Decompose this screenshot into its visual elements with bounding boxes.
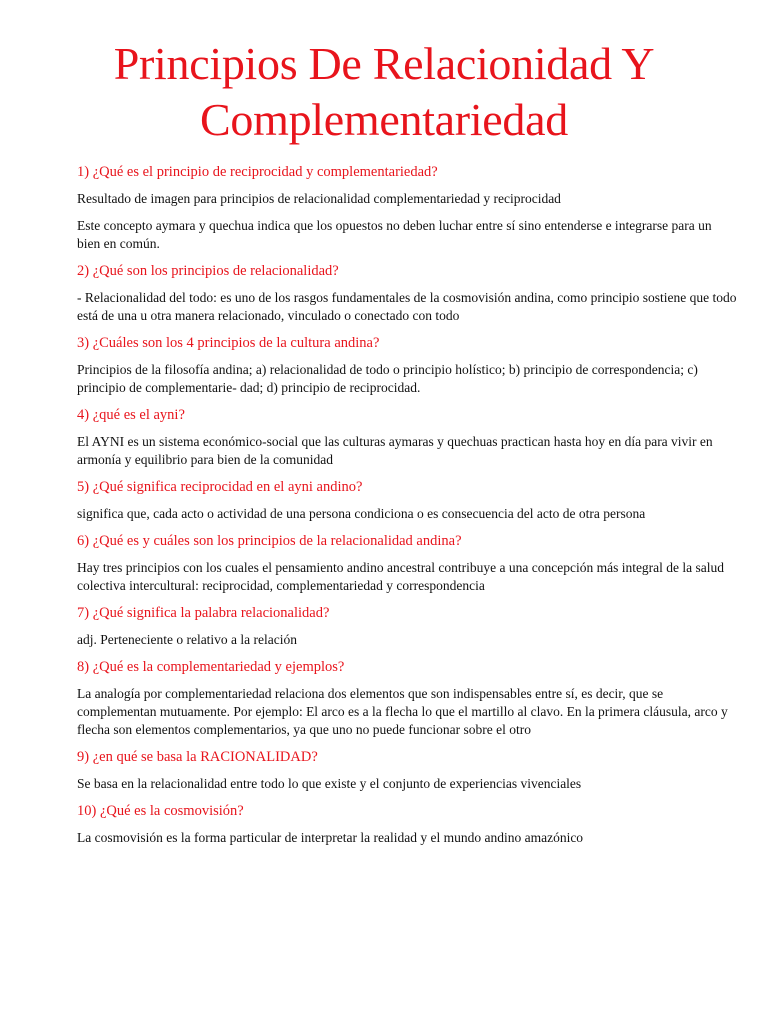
qa-item [77, 334, 737, 397]
question-1: 1) ¿Qué es el principio de reciprocidad y complementariedad? [77, 164, 438, 180]
document-title: Principios De Relacionidad Y Complementariedad [113, 38, 655, 145]
question-7: 7) ¿Qué significa la palabra relacionalidad? [77, 605, 330, 621]
answer-8: La analogía por complementariedad relaciona dos elementos que son indispensables entre sí, es decir, que se complementan mutuamente. Por ejemplo: El arco es a la flecha lo que el martillo al clavo. En la primera cláusula, arco y flecha son elementos complementarios, ya que uno no puede funcionar sobre el otro [77, 686, 728, 737]
qa-item [77, 406, 737, 469]
answer-4: El AYNI es un sistema económico-social que las culturas aymaras y quechuas practican hasta hoy en día para vivir en armonía y equilibrio para bien de la comunidad [77, 434, 713, 467]
question-5: 5) ¿Qué significa reciprocidad en el ayni andino? [77, 479, 363, 495]
answer-10: La cosmovisión es la forma particular de interpretar la realidad y el mundo andino amazónico [77, 830, 584, 845]
question-4: 4) ¿qué es el ayni? [77, 407, 185, 423]
answer-1a: Resultado de imagen para principios de relacionalidad complementariedad y reciprocidad [77, 191, 561, 206]
qa-item [77, 802, 737, 847]
question-6: 6) ¿Qué es y cuáles son los principios de la relacionalidad andina? [77, 533, 462, 549]
qa-item [77, 262, 737, 325]
qa-item [77, 748, 737, 793]
question-3: 3) ¿Cuáles son los 4 principios de la cultura andina? [77, 335, 380, 351]
question-2: 2) ¿Qué son los principios de relacionalidad? [77, 263, 339, 279]
answer-9: Se basa en la relacionalidad entre todo lo que existe y el conjunto de experiencias vivenciales [77, 776, 582, 791]
answer-1b: Este concepto aymara y quechua indica que los opuestos no deben luchar entre sí sino entenderse e integrarse para un bien en común. [77, 218, 712, 251]
qa-list [77, 163, 737, 856]
answer-6: Hay tres principios con los cuales el pensamiento andino ancestral contribuye a una concepción más integral de la salud colectiva intercultural: reciprocidad, complementariedad y correspondencia [77, 560, 725, 593]
qa-item [77, 163, 737, 253]
answer-7: adj. Perteneciente o relativo a la relación [77, 632, 298, 647]
qa-item [77, 478, 737, 523]
qa-item [77, 604, 737, 649]
question-8: 8) ¿Qué es la complementariedad y ejemplos? [77, 659, 345, 675]
answer-3: Principios de la filosofía andina; a) relacionalidad de todo o principio holístico; b) principio de correspondencia; c) principio de complementarie- dad; d) principio de reciprocidad. [77, 362, 698, 395]
answer-2: - Relacionalidad del todo: es uno de los rasgos fundamentales de la cosmovisión andina, como principio sostiene que todo está de una u otra manera relacionado, vinculado o conectado con todo [77, 290, 737, 323]
answer-5: significa que, cada acto o actividad de una persona condiciona o es consecuencia del acto de otra persona [77, 506, 646, 521]
question-9: 9) ¿en qué se basa la RACIONALIDAD? [77, 749, 318, 765]
qa-item [77, 658, 737, 739]
question-10: 10) ¿Qué es la cosmovisión? [77, 803, 244, 819]
qa-item [77, 532, 737, 595]
